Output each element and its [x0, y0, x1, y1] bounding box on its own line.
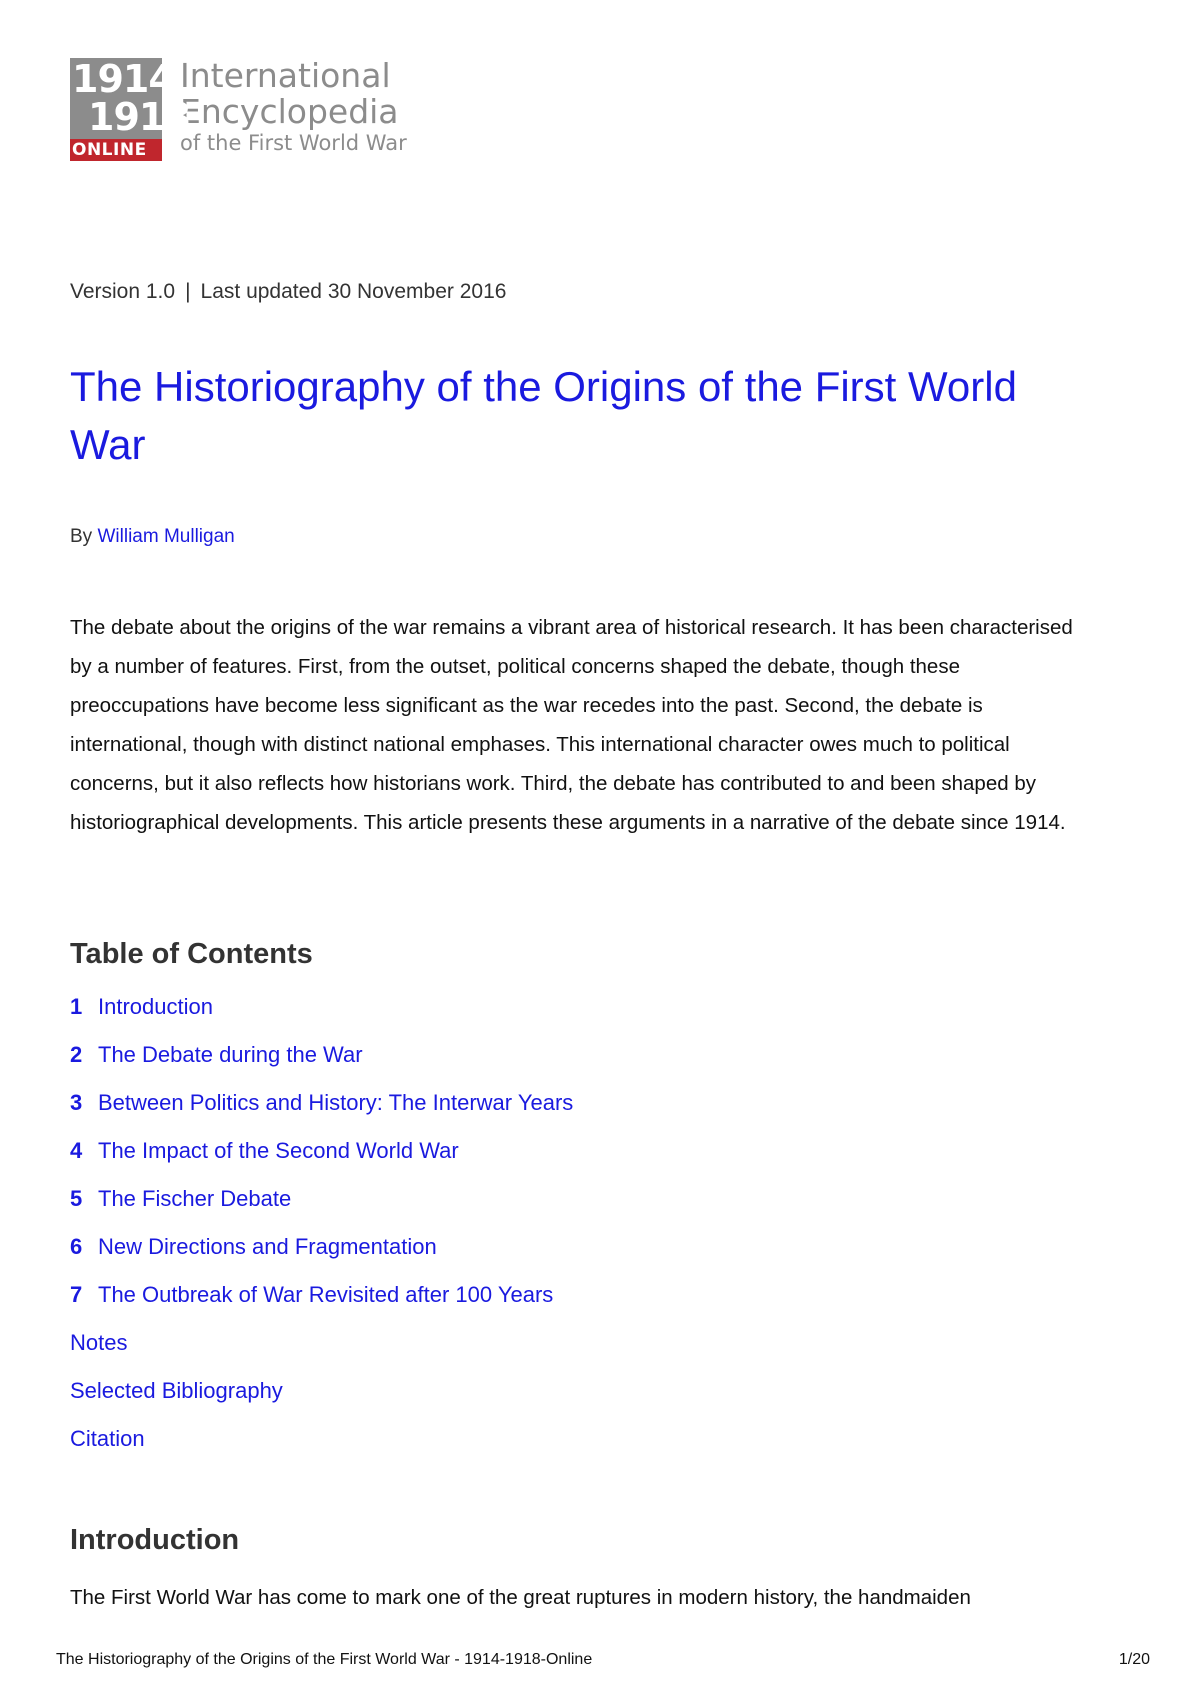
toc-item-number: 5: [70, 1186, 83, 1211]
toc-item-number: 1: [70, 994, 83, 1019]
toc-link-fischer-debate[interactable]: The Fischer Debate: [98, 1186, 292, 1211]
toc-link-bibliography[interactable]: Selected Bibliography: [70, 1378, 283, 1403]
version-meta: [70, 280, 506, 304]
logo-line-1: International: [180, 56, 391, 95]
introduction-text: The First World War has come to mark one of the great ruptures in modern history, the handmaiden: [70, 1586, 971, 1609]
introduction-heading: Introduction: [70, 1524, 240, 1556]
meta-separator: |: [185, 280, 191, 303]
footer-page-number: 1/20: [1118, 1651, 1150, 1668]
logo-online-label: ONLINE: [70, 139, 162, 161]
toc-heading: Table of Contents: [70, 938, 313, 970]
toc-item-fischer-debate: [70, 1186, 573, 1234]
logo-mark: [70, 57, 190, 161]
byline: [70, 526, 235, 548]
toc-item-second-world-war: [70, 1138, 573, 1186]
toc-item-notes: [70, 1330, 573, 1378]
logo-wordmark: [180, 58, 407, 156]
footer-document-title: The Historiography of the Origins of the First World War - 1914-1918-Online: [56, 1651, 593, 1668]
toc-link-introduction[interactable]: Introduction: [98, 994, 213, 1019]
toc-item-number: 7: [70, 1282, 83, 1307]
abstract: The debate about the origins of the war remains a vibrant area of historical research. It has been characterised by a number of features. First, from the outset, political concerns shaped the debate, though these preoccupations have become less significant as the war recedes into the past. Second, the debate is international, though with distinct national emphases. This international character owes much to political concerns, but it also reflects how historians work. Third, the debate has contributed to and been shaped by historiographical developments. This article presents these arguments in a narrative of the debate since 1914.: [70, 616, 1073, 834]
toc-link-notes[interactable]: Notes: [70, 1330, 128, 1355]
toc-item-number: 6: [70, 1234, 83, 1259]
toc-item-interwar-years: [70, 1090, 573, 1138]
logo-line-2: Encyclopedia: [180, 92, 399, 131]
toc-link-new-directions[interactable]: New Directions and Fragmentation: [98, 1234, 437, 1259]
byline-prefix: By: [70, 526, 93, 547]
toc-item-number: 4: [70, 1138, 83, 1163]
toc-item-outbreak-revisited: [70, 1282, 573, 1330]
encyclopedia-logo[interactable]: [70, 58, 407, 161]
logo-line-3: of the First World War: [180, 131, 407, 155]
toc-link-debate-during-war[interactable]: The Debate during the War: [98, 1042, 363, 1067]
toc-link-second-world-war[interactable]: The Impact of the Second World War: [98, 1138, 459, 1163]
toc-item-number: 3: [70, 1090, 83, 1115]
logo-year-top: 1914: [72, 57, 174, 101]
table-of-contents: [70, 994, 573, 1474]
toc-item-number: 2: [70, 1042, 83, 1067]
author-link[interactable]: William Mulligan: [97, 526, 235, 547]
toc-item-debate-during-war: [70, 1042, 573, 1090]
article-title: The Historiography of the Origins of the First World War: [70, 363, 1017, 468]
toc-item-citation: [70, 1426, 573, 1474]
version-label: Version 1.0: [70, 280, 176, 303]
toc-link-outbreak-revisited[interactable]: The Outbreak of War Revisited after 100 Years: [98, 1282, 554, 1307]
last-updated: Last updated 30 November 2016: [200, 280, 507, 303]
logo-year-bottom: 1918: [88, 95, 190, 139]
toc-item-new-directions: [70, 1234, 573, 1282]
toc-item-introduction: [70, 994, 573, 1042]
toc-link-citation[interactable]: Citation: [70, 1426, 145, 1451]
toc-item-bibliography: [70, 1378, 573, 1426]
toc-link-interwar-years[interactable]: Between Politics and History: The Interwar Years: [98, 1090, 574, 1115]
